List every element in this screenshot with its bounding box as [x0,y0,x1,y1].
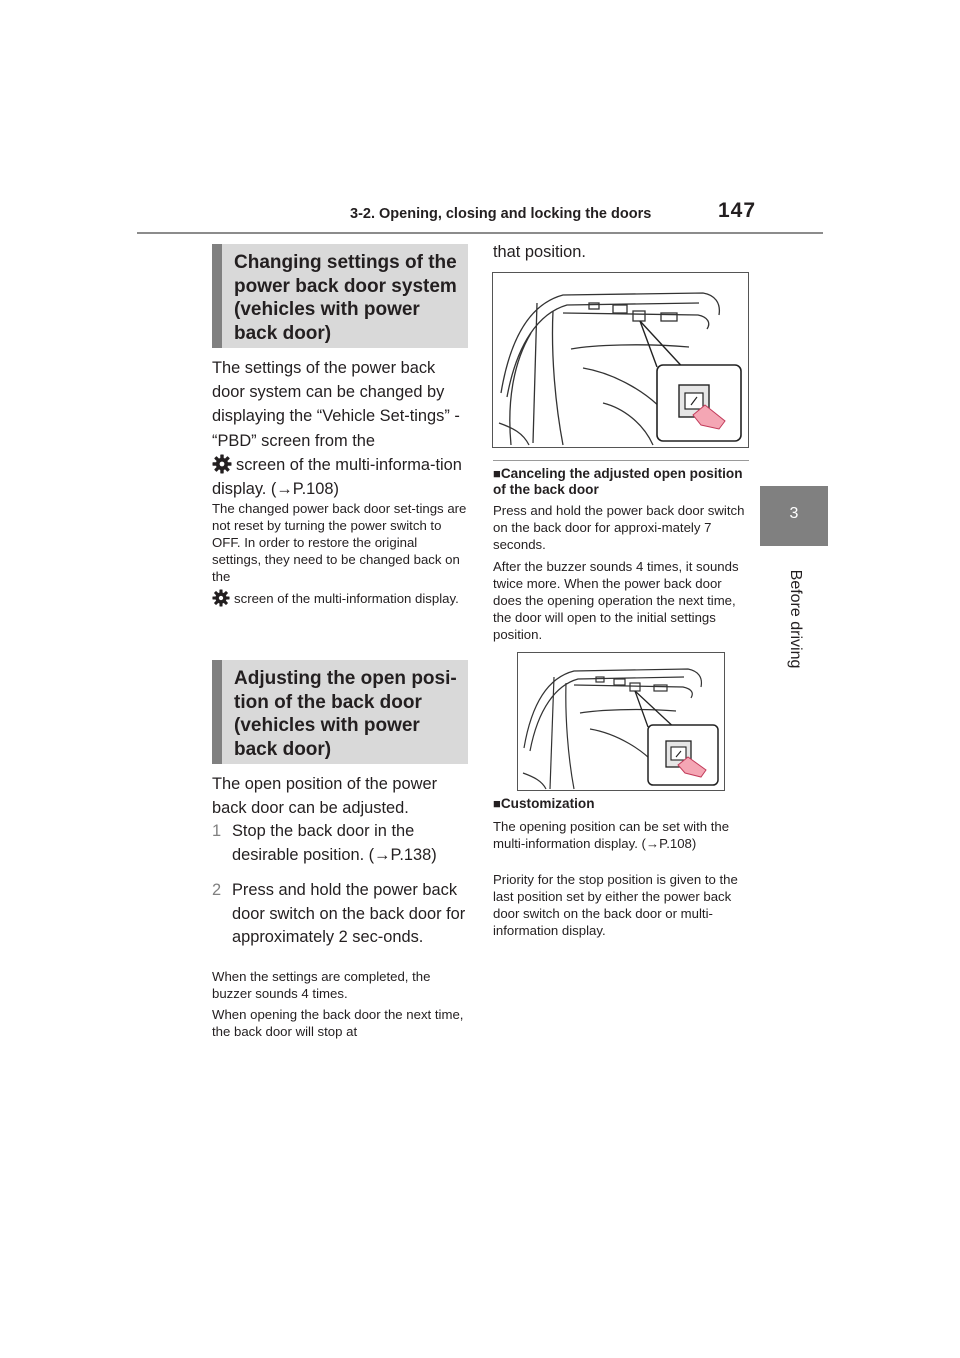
paragraph-settings-ref: screen of the multi-informa-tion display. (→P.108) [212,455,462,499]
subheading-cancel-text: Canceling the adjusted open position of the back door [493,466,743,497]
back-door-switch-illustration [492,272,749,448]
heading-settings: Changing settings of the power back door system (vehicles with power back door) [234,252,457,344]
note-buzzer: When the settings are completed, the buzzer sounds 4 times. [212,969,431,1001]
note-settings [212,500,468,607]
subheading-customization-text: Customization [500,796,595,811]
step-item [212,879,470,950]
step-number: 2 [212,881,222,899]
settings-gear-icon [212,454,232,474]
section-title: 3-2. Opening, closing and locking the doors [350,206,652,222]
chapter-number: 3 [789,505,799,522]
section-divider [493,460,749,461]
note-priority: Priority for the stop position is given to the last position set by either the power back door switch on the back door or multi-information display. [493,872,738,938]
heading-box-open-position [212,660,468,764]
step-text: Press and hold the power back door switch on the back door for approximately 2 sec-onds. [232,881,466,946]
paragraph-continued: that position. [493,243,586,261]
step-list [212,820,470,962]
heading-box-settings [212,244,468,348]
step-item [212,820,470,867]
note-customization: The opening position can be set with the multi-information display. (→P.108) [493,819,730,851]
subheading-customization [493,796,751,812]
paragraph-settings [212,356,470,501]
settings-gear-icon [212,589,230,607]
note-next-open: When opening the back door the next time, the back door will stop at [212,1007,464,1039]
chapter-title: Before driving [787,569,804,669]
step-number: 1 [212,822,222,840]
step-text: Stop the back door in the desirable position. (→P.138) [232,822,437,864]
square-bullet-icon: ■ [493,796,501,811]
subheading-cancel [493,466,751,498]
paragraph-open-position: The open position of the power back door can be adjusted. [212,775,438,818]
note-cancel-press: Press and hold the power back door switch on the back door for approxi-mately 7 seconds. [493,503,745,552]
chapter-tab [760,486,828,546]
note-settings-text: The changed power back door set-tings are not reset by turning the power switch to OFF. In order to restore the original settings, they need to be changed back on the [212,501,467,584]
note-settings-end: screen of the multi-information display. [234,591,459,606]
heading-open-position: Adjusting the open posi-tion of the back door (vehicles with power back door) [234,668,457,760]
note-cancel-buzzer: After the buzzer sounds 4 times, it sounds twice more. When the power back door does the opening operation the next time, the door will open to the initial settings position. [493,559,739,642]
header-divider [137,232,823,234]
paragraph-settings-text: The settings of the power back door system can be changed by displaying the “Vehicle Set-tings” - “PBD” screen from the [212,359,460,450]
page-number: 147 [718,199,757,222]
square-bullet-icon: ■ [493,466,501,481]
back-door-switch-illustration-2 [517,652,725,791]
